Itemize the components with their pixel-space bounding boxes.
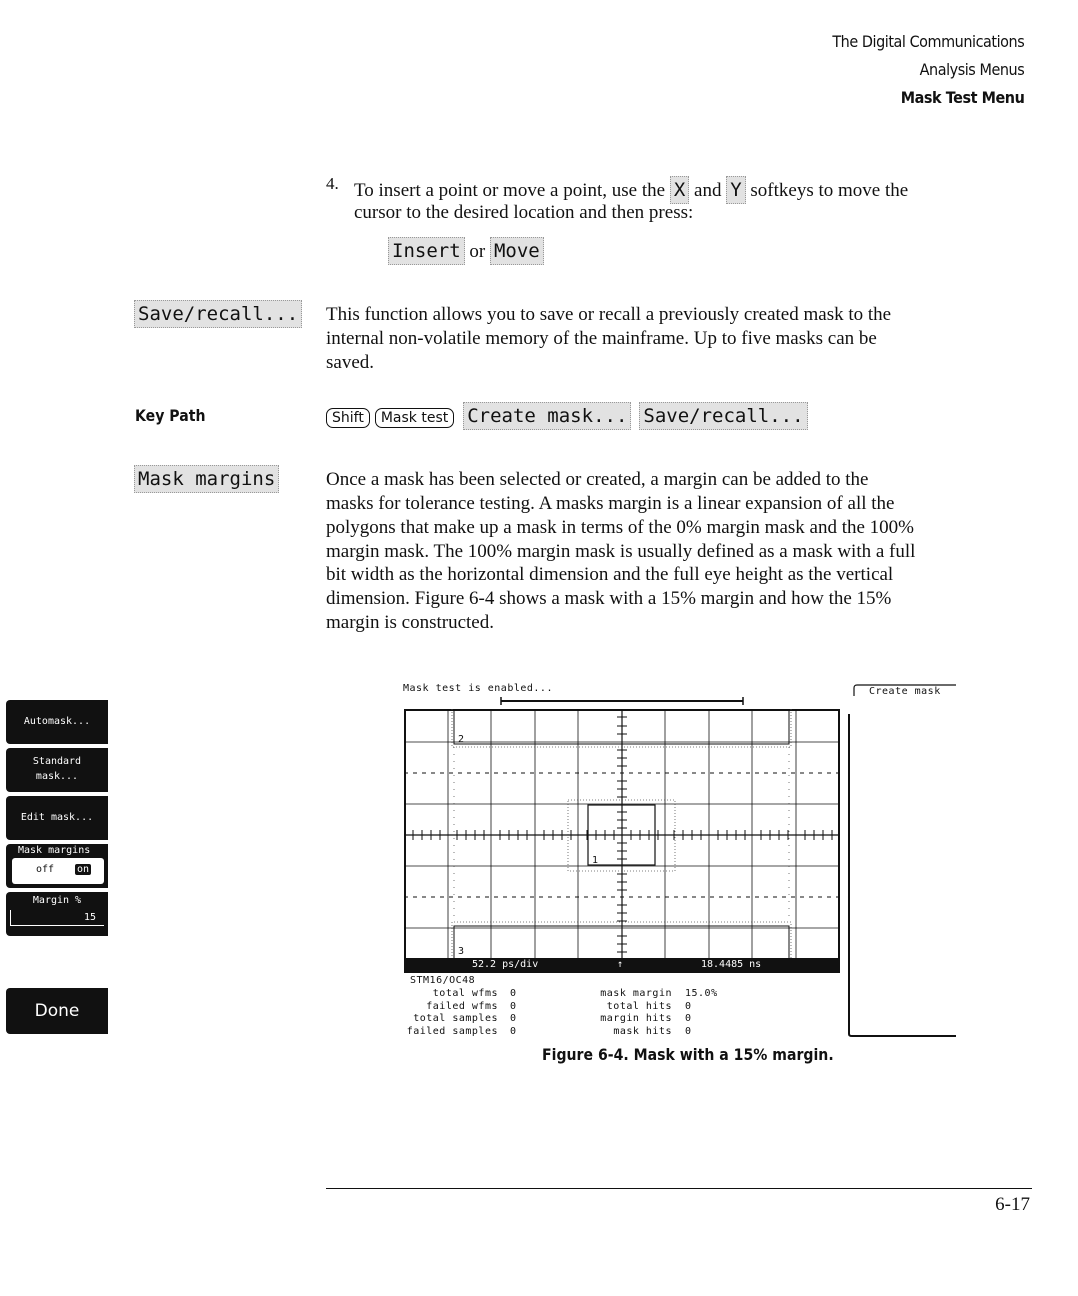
- shift-hardkey[interactable]: Shift: [326, 408, 370, 428]
- stat-value: 0: [685, 1001, 692, 1012]
- step-4-line2: cursor to the desired location and then press:: [354, 202, 694, 223]
- stat-label: margin hits: [600, 1013, 672, 1024]
- mask-region-label: 2: [458, 734, 465, 745]
- mask-margins-line: Once a mask has been selected or created, a margin can be added to the: [326, 469, 869, 490]
- footer-rule: [326, 1188, 1032, 1189]
- toggle-off-option[interactable]: off: [36, 864, 55, 875]
- mask-region-label: 1: [592, 855, 599, 866]
- status-progress-bar: [500, 696, 745, 706]
- create-mask-softkey[interactable]: Create mask...: [463, 402, 631, 430]
- mask-region-label: 3: [458, 946, 465, 957]
- margin-percent-field[interactable]: 15: [10, 910, 104, 926]
- save-recall-line3: saved.: [326, 352, 375, 373]
- toggle-on-option[interactable]: on: [77, 864, 90, 875]
- done-softkey[interactable]: Done: [6, 988, 108, 1034]
- header-topic: Mask Test Menu: [900, 88, 1024, 107]
- save-recall-heading: [134, 300, 302, 328]
- mask-margins-toggle-softkey[interactable]: Mask margins off on: [6, 844, 108, 888]
- key-path-sequence: [326, 402, 808, 430]
- screen-status-message: Mask test is enabled...: [403, 683, 553, 694]
- trigger-arrow-icon: ↑: [617, 959, 624, 970]
- stat-label: mask hits: [613, 1026, 672, 1037]
- edit-mask-softkey[interactable]: Edit mask...: [6, 796, 108, 840]
- mask-margins-line: dimension. Figure 6-4 shows a mask with a 15% margin and how the 15%: [326, 588, 892, 609]
- mask-margins-line: masks for tolerance testing. A masks margin is a linear expansion of all the: [326, 493, 895, 514]
- mask-margins-line: polygons that make up a mask in terms of the 0% margin mask and the 100%: [326, 517, 915, 538]
- margin-percent-softkey[interactable]: Margin % 15: [6, 892, 108, 936]
- automask-softkey[interactable]: Automask...: [6, 700, 108, 744]
- softkey-panel-frame: [846, 684, 958, 1038]
- stat-value: 0: [510, 988, 517, 999]
- stat-value: 0: [510, 1026, 517, 1037]
- delay-value: 18.4485 ns: [701, 959, 762, 970]
- save-recall-line2: internal non-volatile memory of the mainframe. Up to five masks can be: [326, 328, 877, 349]
- softkey-menu-title: Create mask: [869, 686, 941, 697]
- mask-margins-heading: [134, 465, 279, 493]
- step-number: 4.: [326, 174, 339, 193]
- stat-label: mask margin: [600, 988, 672, 999]
- stat-value: 0: [685, 1013, 692, 1024]
- mask-margins-line: margin mask. The 100% margin mask is usually defined as a mask with a full: [326, 541, 916, 562]
- y-softkey[interactable]: Y: [726, 176, 745, 204]
- insert-softkey[interactable]: Insert: [388, 237, 465, 265]
- header-chapter: The Digital Communications: [832, 32, 1024, 51]
- graticule: [404, 709, 840, 973]
- mask-test-hardkey[interactable]: Mask test: [375, 408, 454, 428]
- page-number: 6-17: [995, 1194, 1030, 1215]
- stat-value: 0: [685, 1026, 692, 1037]
- save-recall-line1: This function allows you to save or recall a previously created mask to the: [326, 304, 892, 325]
- margins-toggle-field: [12, 858, 104, 884]
- stat-value: 0: [510, 1013, 517, 1024]
- mask-margins-line: margin is constructed.: [326, 612, 494, 633]
- mask-margins-line: bit width as the horizontal dimension and the full eye height as the vertical: [326, 564, 894, 585]
- mask-margins-softkey[interactable]: Mask margins: [134, 465, 279, 493]
- stat-label: total samples: [413, 1013, 498, 1024]
- stat-value: 0: [510, 1001, 517, 1012]
- header-section: Analysis Menus: [919, 60, 1024, 79]
- step-4-text: To insert a point or move a point, use the X and Y softkeys to move the: [354, 176, 1034, 204]
- stat-value: 15.0%: [685, 988, 718, 999]
- x-softkey[interactable]: X: [670, 176, 689, 204]
- save-recall-path-softkey[interactable]: Save/recall...: [639, 402, 807, 430]
- step-4-keys: Insert or Move: [388, 237, 544, 265]
- save-recall-softkey[interactable]: Save/recall...: [134, 300, 302, 328]
- move-softkey[interactable]: Move: [490, 237, 544, 265]
- key-path-label: Key Path: [135, 406, 206, 425]
- stat-label: failed samples: [406, 1026, 498, 1037]
- standard-mask-softkey[interactable]: Standard mask...: [6, 748, 108, 792]
- stat-label: failed wfms: [426, 1001, 498, 1012]
- stat-label: total hits: [606, 1001, 672, 1012]
- timebase-status-bar: [404, 958, 840, 973]
- stat-label: total wfms: [432, 988, 498, 999]
- timebase-value: 52.2 ps/div: [472, 959, 539, 970]
- mask-standard: STM16/OC48: [410, 975, 476, 986]
